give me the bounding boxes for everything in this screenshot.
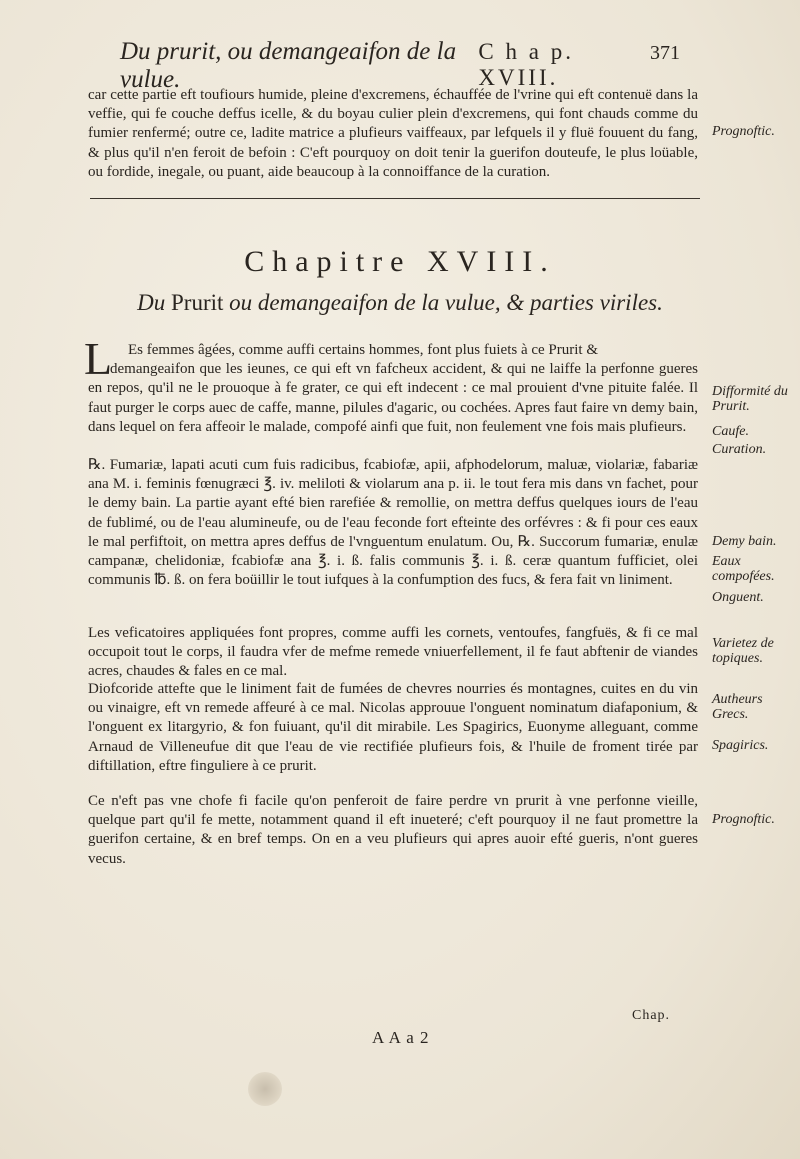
margin-note-difformite: Difformité du Prurit. [712,384,788,414]
paragraph-1-line-1: Es femmes âgées, comme auffi certains hommes, font plus fuiets à ce Prurit & [128,342,599,358]
paragraph-5: Ce n'eft pas vne chofe fi facile qu'on penferoit de faire perdre vn prurit à vne perfonne vieille, quelque part qu'il fe mette, notamment quand il eft inueteré; c'eft pourquoy il ne faut promettre la guerifon certaine, & en bref temps. On en a veu plufieurs qui apres auoir efté gueris, n'ont gueres vecus. [88,793,698,867]
ink-blot [248,1072,282,1106]
chapter-title [90,290,710,316]
chapter-title-rest: ou demangeaifon de la vulue, & parties viriles. [229,290,663,315]
chapter-heading: Chapitre XVIII. [244,245,556,278]
margin-note-onguent: Onguent. [712,590,764,605]
margin-note-demy-bain: Demy bain. [712,534,777,549]
margin-note-varietez: Varietez de topiques. [712,636,774,666]
drop-cap: L [84,333,113,384]
paragraph-1-rest: demangeaifon que les ieunes, ce qui eft vn fafcheux accident, & qui ne laiffe la perfonne gueres en repos, qu'il ne le prouoque à fe grater, ce qui eft indecent : ce mal prouient d'vne pituite falée. Il faut purger le corps auec de caffe, manne, pilules d'agaric, ou cochées. Apres faut faire vn demy bain, dans lequel on fera affeoir le malade, compofé ainfi que fuit, non feulement vne fois mais plufieurs. [88,361,698,435]
chapter-title-word: Prurit [171,290,224,315]
catchword: Chap. [632,1008,671,1023]
chapter-title-prefix: Du [137,290,166,315]
margin-note-eaux: Eaux compofées. [712,554,775,584]
previous-chapter-paragraph: car cette partie eft toufiours humide, pleine d'excremens, échauffée de l'vrine qui eft contenuë dans la veffie, qui fe couche deffus icelle, & du boyau culier plein d'excremens, qui font chauds comme du fumier renfermé; outre ce, ladite matrice a plufieurs vaiffeaux, par lefquels il y fluë fouuent du fang, & plus qu'il n'en feroit de befoin : C'eft pourquoy on doit tenir la guerifon douteufe, le plus loüable, ou fordide, inegale, ou puant, aide beaucoup à la connoiffance de la curation. [88,87,698,180]
margin-note-curation: Curation. [712,442,767,457]
running-head-title: Du prurit, ou demangeaifon de la vulue. [120,38,457,93]
section-rule [90,198,700,199]
margin-note-spagirics: Spagirics. [712,738,769,753]
page-number: 371 [650,42,680,64]
paragraph-2-recipe: ℞. Fumariæ, lapati acuti cum fuis radicibus, fcabiofæ, apii, afphodelorum, maluæ, violariæ, fabariæ ana M. i. feminis fœnugræci ℥. iv. meliloti & violarum ana p. ii. le tout fera mis dans vn fachet, pour le demy bain. La partie ayant efté bien rarefiée & remollie, on mettra deffus quelques iours de l'eau de fublimé, ou de l'eau alumineufe, ou de l'eau feconde fort efteinte des orfévres : & fi pour ces eaux le mal perfiftoit, on mettra apres deffus de l'vnguentum enulatum. Ou, ℞. Succorum fumariæ, enulæ campanæ, chelidoniæ, fcabiofæ ana ℥. i. ß. falis communis ℥. i. ß. ceræ quantum fufficiet, olei communis ℔. ß. on fera boüillir le tout iufques à la confumption des fucs, & fera fait vn liniment. [88,457,698,589]
margin-note-prognostic-2: Prognoftic. [712,812,775,827]
paragraph-1 [88,341,698,437]
margin-note-cause: Caufe. [712,424,749,439]
running-head-chapter: C h a p. XVIII. [478,39,574,90]
signature-mark: A A a 2 [372,1028,430,1047]
paragraph-3: Les veficatoires appliquées font propres, comme auffi les cornets, ventoufes, fangfuës, & fi ce mal occupoit tout le corps, il faudra vfer de mefme remede vniuerfellement, il fe faut abftenir de viandes acres, chaudes & fales en ce mal. [88,625,698,680]
paragraph-4: Diofcoride attefte que le liniment fait de fumées de chevres nourries és montagnes, cuites en du vin ou vinaigre, eft vn remede affeuré à ce mal. Nicolas approuue l'onguent nominatum diafaponium, & l'onguent ex litargyrio, & fon fuiuant, qu'il dit mirabile. Les Spagirics, Euonyme alleguant, comme Arnaud de Villeneufue dit que l'eau de vie rectifiée plufieurs fois, & l'huile de froment tirée par diftillation, eftre finguliere à ce prurit. [88,681,698,774]
margin-note-prognostic: Prognoftic. [712,124,775,139]
margin-note-autheurs: Autheurs Grecs. [712,692,763,722]
